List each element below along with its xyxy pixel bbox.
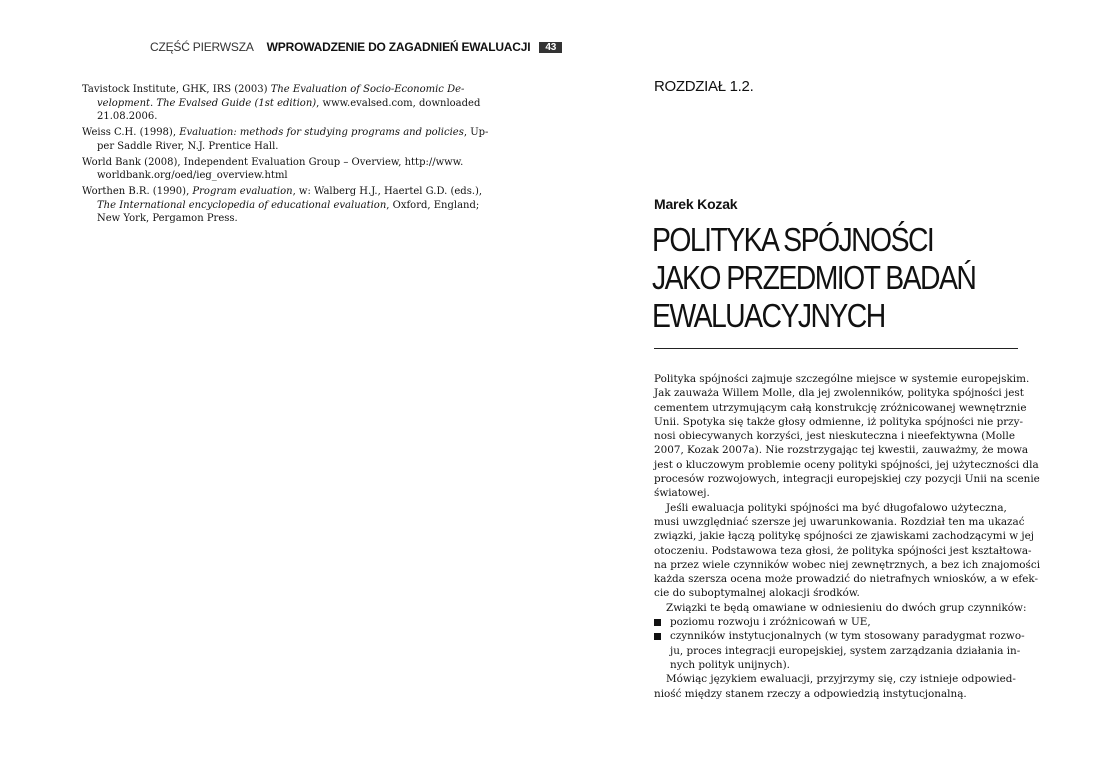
body-line: [654, 472, 1040, 486]
bibliography-text: World Bank (2008), Independent Evaluation Group – Overview, http://www.: [82, 156, 464, 168]
body-line-text: Polityka spójności zajmuje szczególne miejsce w systemie europejskim.: [654, 373, 1030, 385]
chapter-title-line: POLITYKA SPÓJNOŚCI: [652, 221, 934, 258]
bibliography-line: [82, 126, 489, 140]
body-line: [654, 544, 1032, 558]
body-line: [654, 515, 1025, 529]
body-line: [654, 429, 1020, 443]
bibliography-text: Program evaluation: [192, 185, 293, 197]
body-line: [654, 658, 1020, 672]
bullet-item: [654, 629, 1025, 643]
body-line: [654, 401, 1027, 415]
body-line-text: cie do suboptymalnej alokacji środków.: [654, 587, 860, 600]
body-line-text: niość między stanem rzeczy a odpowiedzią instytucjonalną.: [654, 687, 967, 700]
chapter-author: Marek Kozak: [654, 196, 738, 212]
bibliography-entry: [82, 83, 481, 124]
body-line: [654, 601, 1027, 615]
body-line-text: otoczeniu. Podstawowa teza głosi, że polityka spójności jest kształtowa-: [654, 544, 1032, 557]
body-line: [654, 458, 1039, 472]
bibliography-entry: [82, 126, 489, 153]
bibliography-line: [82, 140, 452, 154]
bibliography-line: [82, 156, 464, 170]
bullet-item: [654, 615, 1020, 629]
body-line-text: Jak zauważa Willem Molle, dla jej zwolenników, polityka spójności jest: [654, 387, 1024, 400]
body-line: [654, 529, 1035, 543]
body-line-text: nosi obiecywanych korzyści, jest nieskuteczna i nieefektywna (Molle: [654, 430, 1015, 443]
body-line-text: światowej.: [654, 487, 710, 500]
bibliography-text: The Evaluation of Socio-Economic De-: [270, 84, 465, 95]
square-bullet-icon: [654, 633, 661, 640]
bibliography-text: New York, Pergamon Press.: [97, 213, 238, 225]
running-header-part: CZĘŚĆ PIERWSZA: [150, 40, 254, 54]
title-rule: [654, 348, 1018, 349]
bibliography-line: [82, 110, 452, 124]
body-line: [654, 372, 1030, 386]
body-line-text: ju, proces integracji europejskiej, system zarządzania działania in-: [670, 644, 1021, 657]
square-bullet-icon: [654, 619, 661, 626]
body-line: [654, 443, 1029, 457]
bibliography-text: Worthen B.R. (1990),: [82, 185, 193, 197]
body-line-text: na przez wiele czynników wobec niej zewnętrznych, a bez ich znajomości: [654, 558, 1041, 571]
body-line: [654, 386, 1024, 400]
body-line-text: Mówiąc językiem ewaluacji, przyjrzymy się, czy istnieje odpowied-: [666, 673, 1016, 686]
body-line: [654, 572, 1039, 586]
bibliography-text: , www.evalsed.com, downloaded: [316, 97, 481, 109]
bibliography-text: , Oxford, England;: [386, 199, 480, 211]
chapter-body: [654, 372, 1041, 701]
bibliography-text: , Up-: [463, 127, 489, 139]
chapter-title: [652, 221, 979, 335]
chapter-title-line: JAKO PRZEDMIOT BADAŃ: [652, 259, 976, 296]
body-line-text: musi uwzględniać szersze jej uwarunkowania. Rozdział ten ma ukazać: [654, 515, 1025, 528]
body-line-text: Związki te będą omawiane w odniesieniu do dwóch grup czynników:: [666, 601, 1027, 614]
body-line: [654, 486, 1020, 500]
body-line-text: cementem utrzymującym całą konstrukcję zróżnicowanej wewnętrznie: [654, 401, 1027, 414]
body-line-text: poziomu rozwoju i zróżnicowań w UE,: [670, 616, 871, 629]
bibliography-line: [82, 185, 483, 199]
bibliography-text: Weiss C.H. (1998),: [82, 127, 180, 139]
body-line: [654, 501, 1020, 515]
body-line-text: 2007, Kozak 2007a). Nie rozstrzygając tej kwestii, zauważmy, że mowa: [654, 444, 1029, 457]
bibliography-entry: [82, 185, 483, 226]
body-line: [654, 687, 1020, 701]
bibliography-line: [82, 83, 465, 97]
body-line-text: jest o kluczowym problemie oceny polityki spójności, jej użyteczności dla: [654, 458, 1039, 471]
body-line: [654, 415, 1024, 429]
bibliography-text: velopment. The Evalsed Guide (1st edition): [97, 97, 317, 109]
body-line: [654, 672, 1020, 686]
bibliography-text: 21.08.2006.: [97, 111, 158, 123]
bibliography-text: worldbank.org/oed/ieg_overview.html: [97, 170, 288, 182]
bibliography: [82, 83, 489, 228]
running-header-title: WPROWADZENIE DO ZAGADNIEŃ EWALUACJI: [266, 40, 531, 54]
body-line-text: czynników instytucjonalnych (w tym stosowany paradygmat rozwo-: [670, 630, 1025, 643]
body-line-text: związki, jakie łączą politykę spójności ze zjawiskami zachodzącymi w jej: [654, 530, 1035, 543]
page-number: 43: [539, 42, 562, 53]
bibliography-text: per Saddle River, N.J. Prentice Hall.: [97, 140, 279, 152]
bibliography-text: , w: Walberg H.J., Haertel G.D. (eds.),: [292, 185, 483, 197]
body-line-text: procesów rozwojowych, integracji europejskiej czy pozycji Unii na scenie: [654, 473, 1040, 486]
body-line-text: każda szersza ocena może prowadzić do nietrafnych wniosków, a w efek-: [654, 573, 1039, 586]
right-page: [550, 0, 1100, 770]
bibliography-line: [82, 97, 481, 111]
bibliography-text: Tavistock Institute, GHK, IRS (2003): [82, 84, 271, 95]
body-line-text: Jeśli ewaluacja polityki spójności ma być długofalowo użyteczna,: [666, 501, 1007, 514]
chapter-label: ROZDZIAŁ 1.2.: [654, 78, 754, 95]
chapter-title-line: EWALUACYJNYCH: [652, 297, 885, 334]
bibliography-text: Evaluation: methods for studying programs and policies: [179, 127, 464, 139]
bibliography-entry: [82, 156, 464, 183]
body-line-text: Unii. Spotyka się także głosy odmienne, iż polityka spójności nie przy-: [654, 415, 1024, 428]
bibliography-line: [82, 169, 452, 183]
body-line: [654, 644, 1020, 658]
running-header: [150, 40, 557, 54]
bibliography-line: [82, 199, 480, 213]
bibliography-text: The International encyclopedia of educational evaluation: [97, 199, 387, 211]
body-line: [654, 586, 1020, 600]
body-line: [654, 558, 1041, 572]
bibliography-line: [82, 212, 452, 226]
body-line-text: nych polityk unijnych).: [670, 658, 790, 671]
